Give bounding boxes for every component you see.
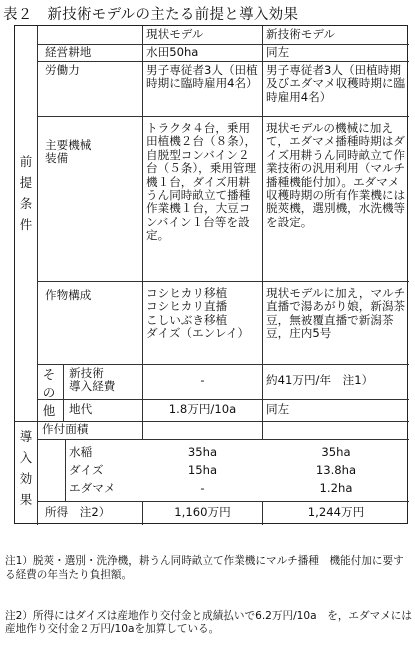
grid-line bbox=[37, 501, 409, 502]
group-label-premise: 前 提 条 件 bbox=[19, 154, 33, 232]
cell-area-edamame-current: - bbox=[200, 481, 205, 495]
grid-line bbox=[262, 26, 263, 439]
cell-area-soybean-current: 15ha bbox=[187, 463, 218, 477]
cell-crops-new: 現状モデルに加え，マルチ直播で湯あがり娘，新潟茶豆，無被覆直播で新潟茶豆，庄内5号 bbox=[266, 286, 406, 341]
cell-income-new: 1,244万円 bbox=[307, 505, 365, 519]
cell-machinery-new: 現状モデルの機械に加えて，エダマメ播種時期はダイズ用耕うん同時畝立て作業技術の汎用利用（マルチ播種機能付加）。エダマメ収穫時期の所有作業機には脱莢機，選別機，水洗機等を設定。 bbox=[266, 121, 406, 229]
cell-labor-current: 男子専従者3人（田植時期に臨時雇用4名） bbox=[146, 63, 258, 91]
cell-labor-new: 男子専従者3人（田植時期及びエダマメ収穫時期に臨時雇用4名） bbox=[266, 63, 406, 104]
row-label-labor: 労働力 bbox=[45, 63, 80, 77]
cell-income-current: 1,160万円 bbox=[174, 505, 231, 519]
row-label-land-rent: 地代 bbox=[69, 402, 93, 416]
cell-area-soybean-new: 13.8ha bbox=[315, 463, 357, 477]
header-new-model: 新技術モデル bbox=[266, 27, 335, 41]
row-label-income: 所得 注2） bbox=[45, 505, 111, 519]
grid-line bbox=[37, 364, 409, 365]
row-label-planted-area: 作付面積 bbox=[42, 422, 89, 436]
cell-area-rice-new: 35ha bbox=[321, 445, 351, 459]
row-label-area-soybean: ダイズ bbox=[69, 463, 104, 477]
comparison-table bbox=[14, 25, 408, 524]
row-label-farmland: 経営耕地 bbox=[45, 45, 92, 59]
grid-line bbox=[37, 439, 409, 440]
table-title: 表２ 新技術モデルの主たる前提と導入効果 bbox=[3, 7, 299, 23]
row-label-crops: 作物構成 bbox=[45, 288, 92, 302]
footnote-1: 注1）脱莢・選別・洗浄機，耕うん同時畝立て作業機にマルチ播種 機能付加に要する経費の年当たり負担額。 bbox=[5, 555, 404, 581]
cell-area-edamame-new: 1.2ha bbox=[319, 481, 353, 495]
footnotes bbox=[5, 528, 413, 650]
row-label-machinery: 主要機械 装備 bbox=[45, 138, 92, 166]
cell-new-tech-cost-current: - bbox=[200, 373, 205, 387]
grid-line bbox=[65, 439, 66, 501]
row-label-area-rice: 水稲 bbox=[69, 445, 93, 459]
grid-line bbox=[63, 364, 64, 421]
header-current-model: 現状モデル bbox=[146, 27, 204, 41]
row-label-new-tech-cost: 新技術 導入経費 bbox=[69, 366, 116, 394]
grid-line bbox=[37, 61, 409, 62]
grid-line bbox=[37, 399, 409, 400]
cell-area-rice-current: 35ha bbox=[187, 445, 218, 459]
grid-line bbox=[37, 281, 409, 282]
cell-farmland-new: 同左 bbox=[266, 45, 290, 59]
grid-line bbox=[37, 26, 38, 525]
grid-line bbox=[37, 116, 409, 117]
footnote-2: 注2）所得にはダイズは産地作り交付金と成績払いで6.2万円/10a を，エダマメには産地作り交付金２万円/10aを加算している。 bbox=[5, 609, 412, 636]
grid-line bbox=[37, 44, 409, 45]
cell-machinery-current: トラクタ４台，乗用田植機２台（８条），自脱型コンバイン２台（５条），乗用管理機１台，ダイズ用耕うん同時畝立て播種作業機１台，大豆コンバイン１台等を設定。 bbox=[146, 121, 257, 243]
group-label-effect: 導 入 効 果 bbox=[19, 429, 33, 507]
cell-farmland-current: 水田50ha bbox=[146, 45, 199, 59]
row-label-area-edamame: エダマメ bbox=[69, 481, 116, 495]
cell-land-rent-current: 1.8万円/10a bbox=[168, 402, 237, 416]
group-label-other: そ の 他 bbox=[42, 367, 56, 418]
cell-land-rent-new: 同左 bbox=[266, 402, 290, 416]
cell-crops-current: コシヒカリ移植 コシヒカリ直播 こしいぶき移植 ダイズ（エンレイ） bbox=[146, 286, 250, 341]
cell-new-tech-cost-new: 約41万円/年 注1） bbox=[266, 373, 374, 387]
